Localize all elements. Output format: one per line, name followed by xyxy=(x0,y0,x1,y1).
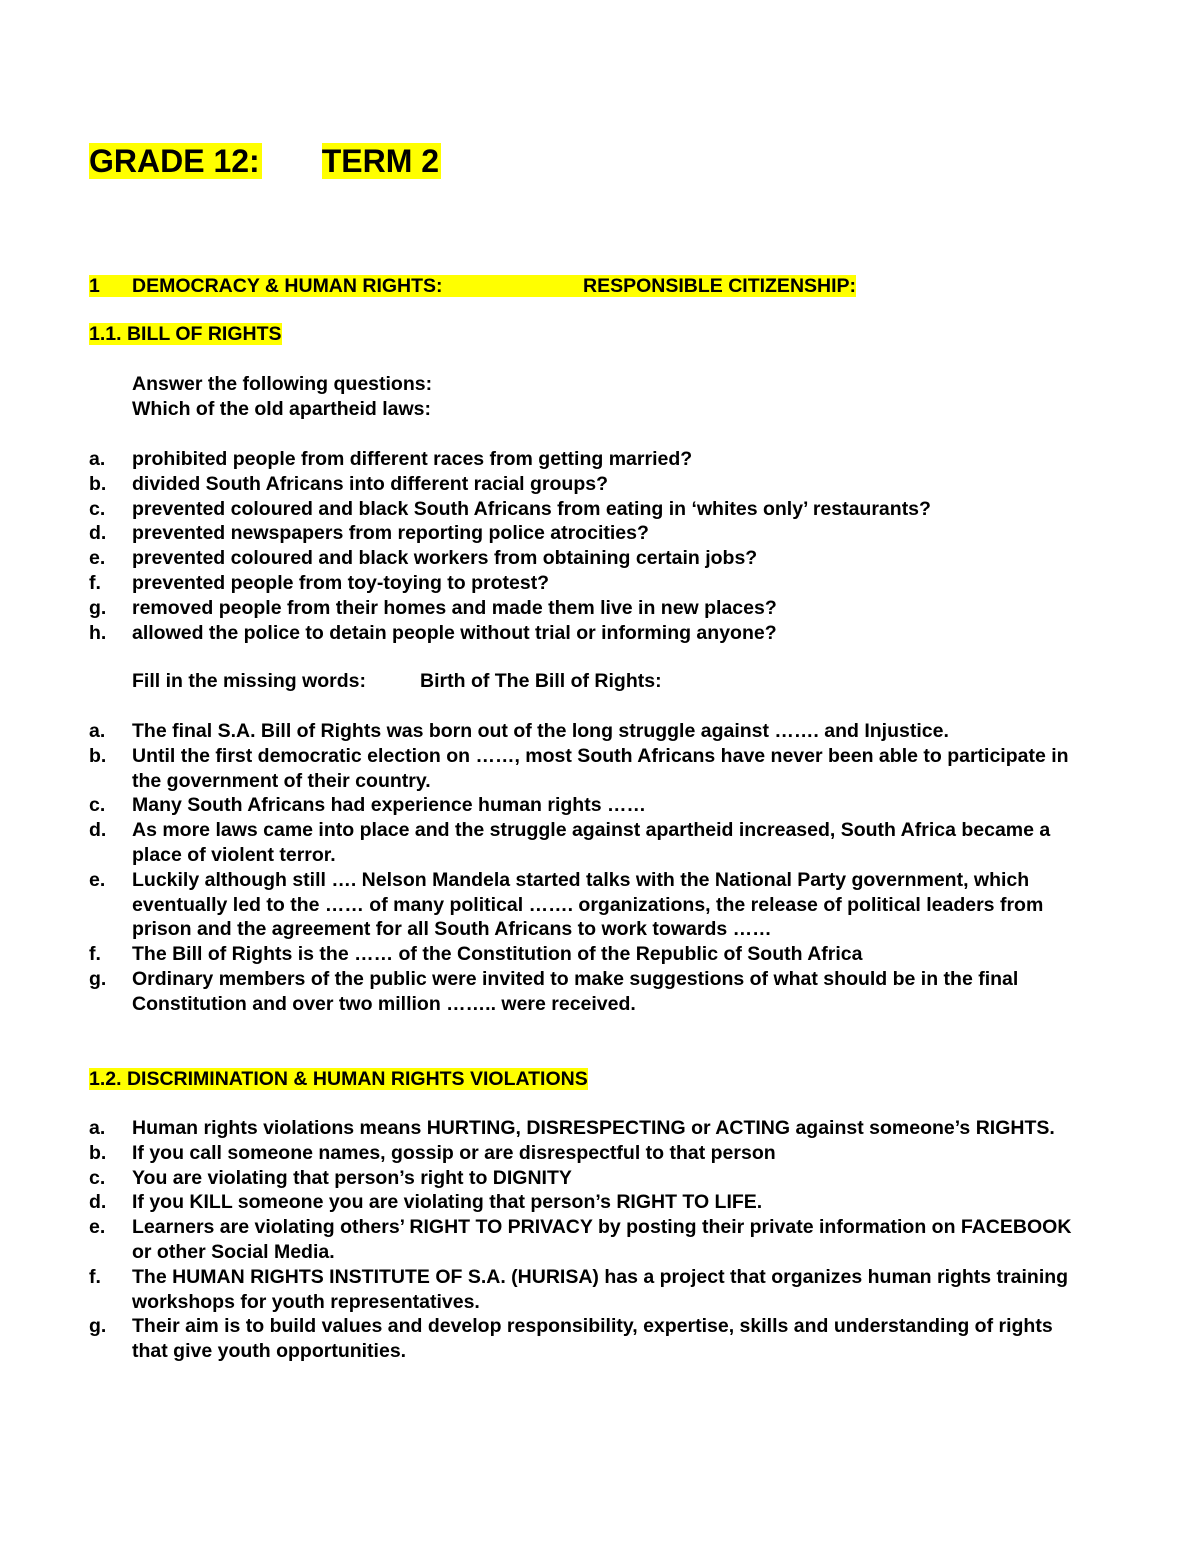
question-item xyxy=(89,472,1089,497)
discrimination-list xyxy=(89,1116,1089,1364)
intro-line-1: Answer the following questions: xyxy=(132,373,433,395)
fill-item xyxy=(89,719,1089,744)
violation-item xyxy=(89,1116,1089,1141)
title-grade: GRADE 12: xyxy=(89,143,260,179)
fill-item xyxy=(89,818,1089,868)
item-text: Until the first democratic election on ……, most South Africans have never been able to participate in the government of their country. xyxy=(132,744,1069,792)
item-label: a. xyxy=(89,1117,106,1139)
item-text: Luckily although still …. Nelson Mandela started talks with the National Party government, which eventually led to the …… of many political ……. organizations, the release of political leaders from prison and the agreement for all South Africans to work towards …… xyxy=(132,868,1044,941)
violation-item xyxy=(89,1166,1089,1191)
questions-list xyxy=(89,447,1089,645)
question-item xyxy=(89,621,1089,646)
item-label: a. xyxy=(89,448,106,470)
item-text: The HUMAN RIGHTS INSTITUTE OF S.A. (HURISA) has a project that organizes human rights training workshops for youth representatives. xyxy=(132,1265,1069,1313)
item-label: e. xyxy=(89,868,106,891)
questions-intro xyxy=(89,372,1089,422)
item-text: prevented people from toy-toying to protest? xyxy=(132,571,550,594)
item-label: a. xyxy=(89,720,106,742)
item-label: g. xyxy=(89,596,107,619)
item-label: c. xyxy=(89,1166,106,1189)
fill-list xyxy=(89,719,1089,1017)
fill-intro-title: Birth of The Bill of Rights: xyxy=(420,670,662,692)
item-label: f. xyxy=(89,1265,101,1288)
section-heading-citizenship: RESPONSIBLE CITIZENSHIP: xyxy=(583,275,857,297)
item-label: f. xyxy=(89,943,101,966)
section-heading-democracy: DEMOCRACY & HUMAN RIGHTS: xyxy=(132,275,443,297)
fill-item xyxy=(89,967,1089,1017)
item-label: b. xyxy=(89,472,107,495)
item-label: d. xyxy=(89,819,107,842)
item-text: prevented newspapers from reporting police atrocities? xyxy=(132,522,649,545)
question-item xyxy=(89,447,1089,472)
question-item xyxy=(89,497,1089,522)
item-text: You are violating that person’s right to DIGNITY xyxy=(132,1166,572,1189)
item-label: h. xyxy=(89,621,107,644)
item-label: b. xyxy=(89,744,107,767)
violation-item xyxy=(89,1141,1089,1166)
fill-intro-label: Fill in the missing words: xyxy=(132,670,367,692)
item-text: divided South Africans into different racial groups? xyxy=(132,472,608,495)
fill-item xyxy=(89,793,1089,818)
question-item xyxy=(89,596,1089,621)
item-label: d. xyxy=(89,1191,107,1214)
section-1-heading xyxy=(89,274,856,298)
item-label: e. xyxy=(89,1216,106,1239)
fill-item xyxy=(89,942,1089,967)
item-text: Human rights violations means HURTING, DISRESPECTING or ACTING against someone’s RIGHTS. xyxy=(132,1117,1055,1139)
item-text: If you call someone names, gossip or are disrespectful to that person xyxy=(132,1141,776,1164)
item-text: prohibited people from different races from getting married? xyxy=(132,448,693,470)
violation-item xyxy=(89,1314,1089,1364)
item-text: Ordinary members of the public were invited to make suggestions of what should be in the final Constitution and over two million …….. were received. xyxy=(132,967,1019,1015)
discrimination-heading: 1.2. DISCRIMINATION & HUMAN RIGHTS VIOLATIONS xyxy=(89,1068,588,1090)
item-label: f. xyxy=(89,571,101,594)
item-text: Many South Africans had experience human rights …… xyxy=(132,794,646,817)
item-label: c. xyxy=(89,497,106,520)
item-label: b. xyxy=(89,1141,107,1164)
item-text: The Bill of Rights is the …… of the Constitution of the Republic of South Africa xyxy=(132,943,863,966)
title-term: TERM 2 xyxy=(321,143,440,179)
page-title xyxy=(89,142,441,180)
violation-item xyxy=(89,1215,1089,1265)
item-label: g. xyxy=(89,967,107,990)
item-text: prevented coloured and black workers from obtaining certain jobs? xyxy=(132,547,758,570)
item-text: Learners are violating others’ RIGHT TO PRIVACY by posting their private information on FACEBOOK or other Social Media. xyxy=(132,1216,1072,1263)
section-number: 1 xyxy=(89,275,100,297)
violation-item xyxy=(89,1190,1089,1215)
fill-intro xyxy=(89,669,1089,694)
item-label: g. xyxy=(89,1315,107,1338)
question-item xyxy=(89,571,1089,596)
intro-line-2: Which of the old apartheid laws: xyxy=(132,397,432,420)
question-item xyxy=(89,521,1089,546)
item-text: The final S.A. Bill of Rights was born out of the long struggle against ……. and Injustice. xyxy=(132,720,949,742)
fill-item xyxy=(89,868,1089,942)
item-text: removed people from their homes and made them live in new places? xyxy=(132,596,777,619)
violation-item xyxy=(89,1265,1089,1315)
item-text: If you KILL someone you are violating that person’s RIGHT TO LIFE. xyxy=(132,1191,763,1214)
item-text: As more laws came into place and the struggle against apartheid increased, South Africa became a place of violent terror. xyxy=(132,819,1051,866)
item-label: e. xyxy=(89,547,106,570)
fill-item xyxy=(89,744,1089,794)
item-label: d. xyxy=(89,522,107,545)
question-item xyxy=(89,546,1089,571)
item-text: allowed the police to detain people without trial or informing anyone? xyxy=(132,621,777,644)
bill-of-rights-heading: 1.1. BILL OF RIGHTS xyxy=(89,323,282,345)
item-text: prevented coloured and black South Africans from eating in ‘whites only’ restaurants? xyxy=(132,497,931,520)
item-text: Their aim is to build values and develop responsibility, expertise, skills and understanding of rights that give youth opportunities. xyxy=(132,1315,1053,1363)
item-label: c. xyxy=(89,794,106,817)
